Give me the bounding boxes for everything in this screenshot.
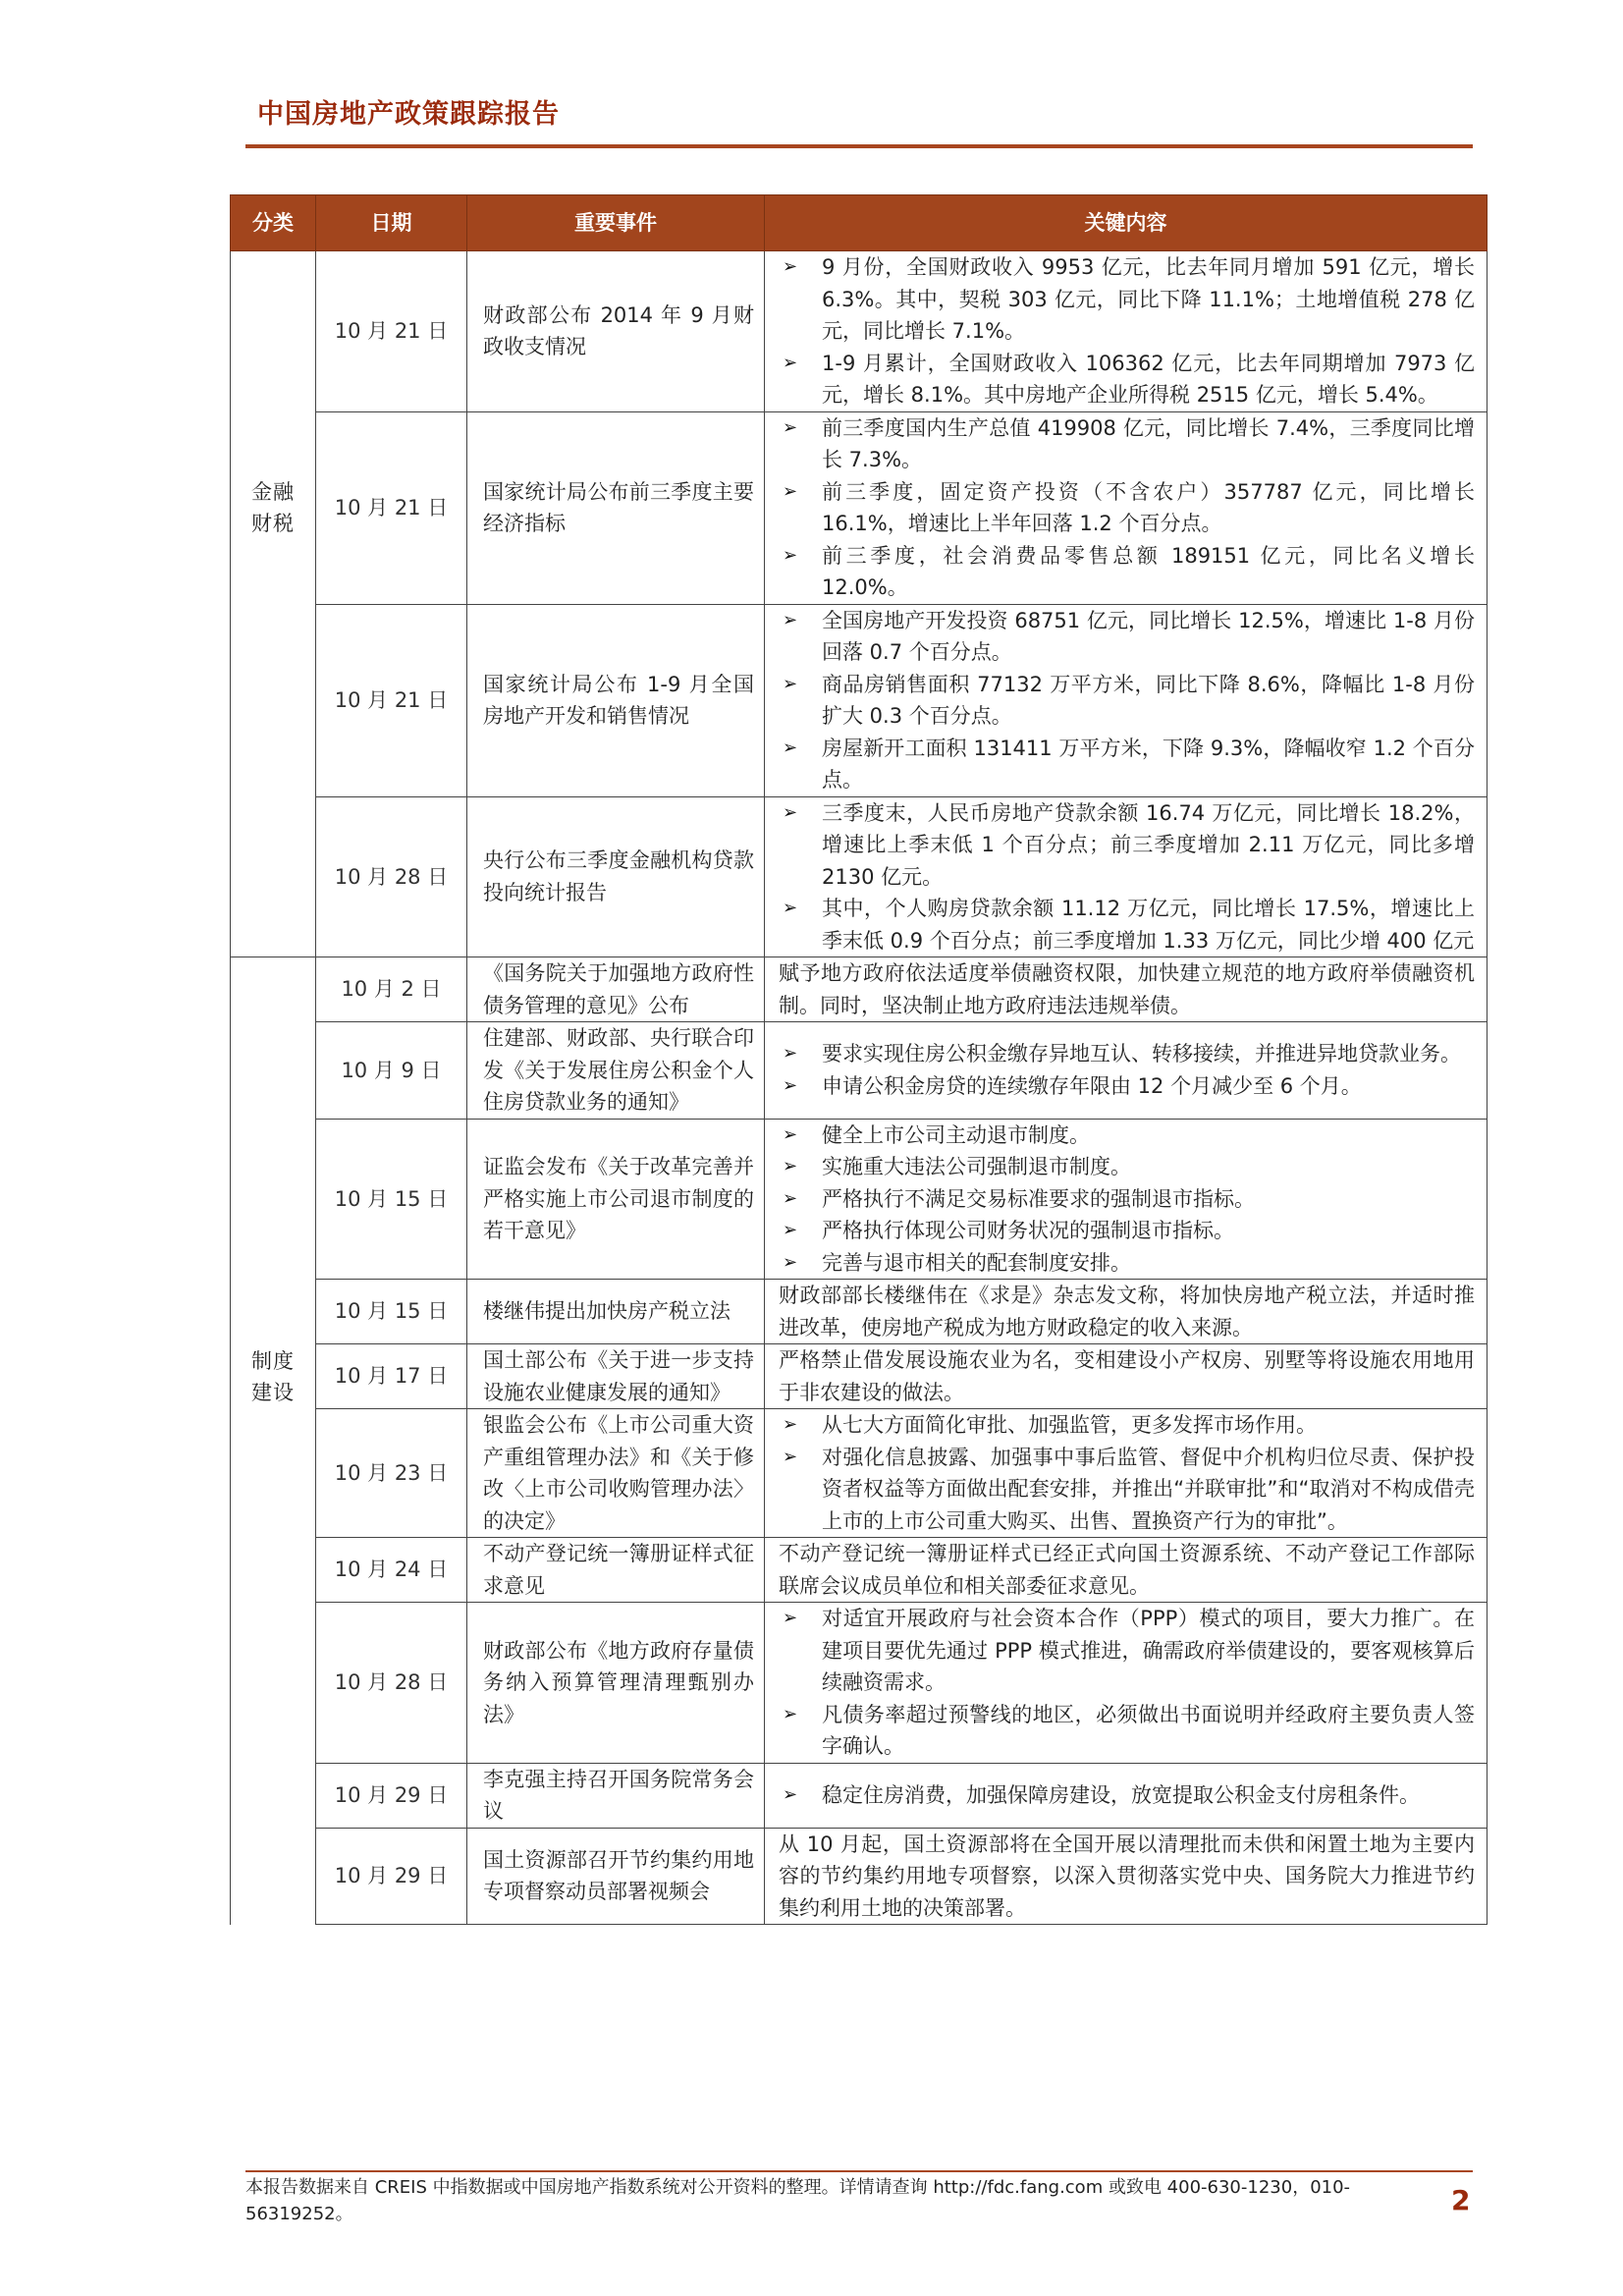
arrow-bullet-icon: ➢ bbox=[783, 1220, 798, 1240]
detail-bullet-text: 凡债务率超过预警线的地区，必须做出书面说明并经政府主要负责人签字确认。 bbox=[822, 1702, 1475, 1758]
date-cell: 10 月 17 日 bbox=[316, 1344, 467, 1409]
table-row bbox=[231, 1119, 1488, 1280]
detail-bullet-text: 商品房销售面积 77132 万平方米，同比下降 8.6%，降幅比 1-8 月份扩大 0.3 个百分点。 bbox=[822, 672, 1475, 728]
detail-cell bbox=[765, 1344, 1488, 1409]
arrow-bullet-icon: ➢ bbox=[783, 1783, 798, 1805]
detail-cell bbox=[765, 251, 1488, 412]
detail-bullet-item bbox=[779, 1247, 1475, 1280]
arrow-bullet-icon: ➢ bbox=[783, 1187, 798, 1209]
report-title: 中国房地产政策跟踪报告 bbox=[257, 99, 560, 130]
event-cell: 财政部公布《地方政府存量债务纳入预算管理清理甄别办法》 bbox=[467, 1603, 765, 1764]
detail-cell bbox=[765, 411, 1488, 604]
arrow-bullet-icon: ➢ bbox=[783, 1123, 798, 1145]
event-cell: 国土资源部召开节约集约用地专项督察动员部署视频会 bbox=[467, 1828, 765, 1925]
detail-bullet-item bbox=[779, 669, 1475, 733]
detail-bullet-text: 完善与退市相关的配套制度安排。 bbox=[822, 1250, 1131, 1275]
detail-cell bbox=[765, 1409, 1488, 1538]
arrow-bullet-icon: ➢ bbox=[783, 480, 798, 502]
date-cell: 10 月 29 日 bbox=[316, 1828, 467, 1925]
detail-bullet-item bbox=[779, 1779, 1475, 1812]
category-label: 金融财税 bbox=[251, 480, 295, 535]
table-row bbox=[231, 411, 1488, 604]
table-row bbox=[231, 1763, 1488, 1828]
detail-bullet-text: 1-9 月累计，全国财政收入 106362 亿元，比去年同期增加 7973 亿元，增长 8.1%。其中房地产企业所得税 2515 亿元，增长 5.4%。 bbox=[822, 351, 1475, 407]
detail-cell bbox=[765, 1022, 1488, 1120]
detail-bullet-item bbox=[779, 540, 1475, 604]
detail-bullet-list bbox=[779, 1603, 1475, 1763]
arrow-bullet-icon: ➢ bbox=[783, 673, 798, 694]
detail-bullet-text: 三季度末，人民币房地产贷款余额 16.74 万亿元，同比增长 18.2%，增速比上季末低 1 个百分点；前三季度增加 2.11 万亿元，同比多增 2130 亿元。 bbox=[822, 800, 1475, 889]
detail-bullet-item bbox=[779, 1038, 1475, 1070]
detail-bullet-list bbox=[779, 1409, 1475, 1537]
detail-bullet-text: 实施重大违法公司强制退市制度。 bbox=[822, 1155, 1131, 1178]
column-header-category: 分类 bbox=[231, 195, 316, 251]
arrow-bullet-icon: ➢ bbox=[783, 801, 798, 823]
detail-bullet-text: 严格执行体现公司财务状况的强制退市指标。 bbox=[822, 1219, 1234, 1242]
table-row bbox=[231, 1828, 1488, 1925]
detail-bullet-text: 申请公积金房贷的连续缴存年限由 12 个月减少至 6 个月。 bbox=[822, 1073, 1362, 1098]
category-cell bbox=[231, 796, 316, 957]
detail-bullet-text: 严格执行不满足交易标准要求的强制退市指标。 bbox=[822, 1186, 1255, 1211]
event-cell: 国土部公布《关于进一步支持设施农业健康发展的通知》 bbox=[467, 1344, 765, 1409]
detail-bullet-text: 前三季度国内生产总值 419908 亿元，同比增长 7.4%，三季度同比增长 7.3%。 bbox=[822, 415, 1475, 471]
detail-bullet-item bbox=[779, 1699, 1475, 1763]
table-row bbox=[231, 1538, 1488, 1603]
event-cell: 李克强主持召开国务院常务会议 bbox=[467, 1763, 765, 1828]
category-cell bbox=[231, 411, 316, 604]
detail-bullet-item bbox=[779, 1442, 1475, 1538]
arrow-bullet-icon: ➢ bbox=[783, 1703, 798, 1724]
category-cell bbox=[231, 604, 316, 796]
event-cell: 银监会公布《上市公司重大资产重组管理办法》和《关于修改〈上市公司收购管理办法〉的决定》 bbox=[467, 1409, 765, 1538]
detail-bullet-list bbox=[779, 1038, 1475, 1102]
detail-cell bbox=[765, 1119, 1488, 1280]
detail-text: 不动产登记统一簿册证样式已经正式向国土资源系统、不动产登记工作部际联席会议成员单位和相关部委征求意见。 bbox=[779, 1542, 1475, 1598]
date-cell: 10 月 21 日 bbox=[316, 604, 467, 796]
event-cell: 楼继伟提出加快房产税立法 bbox=[467, 1280, 765, 1344]
date-cell: 10 月 28 日 bbox=[316, 1603, 467, 1764]
table-row bbox=[231, 1603, 1488, 1764]
detail-cell bbox=[765, 957, 1488, 1022]
detail-bullet-item bbox=[779, 251, 1475, 348]
arrow-bullet-icon: ➢ bbox=[783, 1043, 798, 1065]
arrow-bullet-icon: ➢ bbox=[783, 898, 798, 918]
arrow-bullet-icon: ➢ bbox=[783, 1414, 798, 1435]
arrow-bullet-icon: ➢ bbox=[783, 737, 798, 758]
date-cell: 10 月 21 日 bbox=[316, 251, 467, 412]
detail-bullet-item bbox=[779, 348, 1475, 411]
detail-cell bbox=[765, 796, 1488, 957]
column-header-event: 重要事件 bbox=[467, 195, 765, 251]
date-cell: 10 月 29 日 bbox=[316, 1763, 467, 1828]
category-cell bbox=[231, 957, 316, 1022]
detail-cell bbox=[765, 1538, 1488, 1603]
arrow-bullet-icon: ➢ bbox=[783, 256, 798, 277]
arrow-bullet-icon: ➢ bbox=[783, 1156, 798, 1176]
detail-bullet-text: 房屋新开工面积 131411 万平方米，下降 9.3%，降幅收窄 1.2 个百分点。 bbox=[822, 736, 1475, 792]
table-body bbox=[231, 251, 1488, 1925]
event-cell: 证监会发布《关于改革完善并严格实施上市公司退市制度的若干意见》 bbox=[467, 1119, 765, 1280]
detail-text: 财政部部长楼继伟在《求是》杂志发文称，将加快房地产税立法，并适时推进改革，使房地产税成为地方财政稳定的收入来源。 bbox=[779, 1284, 1475, 1339]
detail-bullet-text: 对适宜开展政府与社会资本合作（PPP）模式的项目，要大力推广。在建项目要优先通过 PPP 模式推进，确需政府举债建设的，要客观核算后续融资需求。 bbox=[822, 1607, 1475, 1694]
detail-bullet-text: 从七大方面简化审批、加强监管，更多发挥市场作用。 bbox=[822, 1413, 1317, 1437]
event-cell: 央行公布三季度金融机构贷款投向统计报告 bbox=[467, 796, 765, 957]
arrow-bullet-icon: ➢ bbox=[783, 609, 798, 630]
event-cell: 住建部、财政部、央行联合印发《关于发展住房公积金个人住房贷款业务的通知》 bbox=[467, 1022, 765, 1120]
category-cell bbox=[231, 1119, 316, 1280]
detail-cell bbox=[765, 1763, 1488, 1828]
date-cell: 10 月 9 日 bbox=[316, 1022, 467, 1120]
date-cell: 10 月 24 日 bbox=[316, 1538, 467, 1603]
category-cell bbox=[231, 1280, 316, 1344]
detail-bullet-text: 其中，个人购房贷款余额 11.12 万亿元，同比增长 17.5%，增速比上季末低 0.9 个百分点；前三季度增加 1.33 万亿元，同比少增 400 亿元 bbox=[822, 897, 1475, 953]
table-row bbox=[231, 604, 1488, 796]
detail-bullet-text: 全国房地产开发投资 68751 亿元，同比增长 12.5%，增速比 1-8 月份回落 0.7 个百分点。 bbox=[822, 608, 1475, 664]
table-row bbox=[231, 1022, 1488, 1120]
detail-bullet-item bbox=[779, 733, 1475, 796]
detail-bullet-item bbox=[779, 476, 1475, 540]
detail-text: 从 10 月起，国土资源部将在全国开展以清理批而未供和闲置土地为主要内容的节约集约用地专项督察，以深入贯彻落实党中央、国务院大力推进节约集约利用土地的决策部署。 bbox=[779, 1831, 1475, 1920]
category-cell bbox=[231, 1763, 316, 1828]
footer-divider bbox=[245, 2170, 1473, 2172]
table-row bbox=[231, 1409, 1488, 1538]
date-cell: 10 月 15 日 bbox=[316, 1119, 467, 1280]
date-cell: 10 月 23 日 bbox=[316, 1409, 467, 1538]
detail-bullet-text: 前三季度，固定资产投资（不含农户）357787 亿元，同比增长 16.1%，增速比上半年回落 1.2 个百分点。 bbox=[822, 479, 1475, 535]
table-row bbox=[231, 957, 1488, 1022]
detail-bullet-item bbox=[779, 605, 1475, 669]
category-label: 制度建设 bbox=[251, 1348, 295, 1404]
footer-source-note: 本报告数据来自 CREIS 中指数据或中国房地产指数系统对公开资料的整理。详情请查询 http://fdc.fang.com 或致电 400-630-1230，010-56319252。 bbox=[245, 2177, 1351, 2224]
table-row bbox=[231, 251, 1488, 412]
event-cell: 国家统计局公布 1-9 月全国房地产开发和销售情况 bbox=[467, 604, 765, 796]
detail-bullet-item bbox=[779, 1215, 1475, 1247]
detail-bullet-list bbox=[779, 251, 1475, 411]
event-cell: 国家统计局公布前三季度主要经济指标 bbox=[467, 411, 765, 604]
detail-bullet-item bbox=[779, 1151, 1475, 1183]
detail-bullet-text: 健全上市公司主动退市制度。 bbox=[822, 1122, 1090, 1147]
detail-cell bbox=[765, 1828, 1488, 1925]
detail-bullet-list bbox=[779, 1120, 1475, 1280]
detail-bullet-list bbox=[779, 412, 1475, 604]
detail-bullet-item bbox=[779, 412, 1475, 476]
event-cell: 不动产登记统一簿册证样式征求意见 bbox=[467, 1538, 765, 1603]
detail-cell bbox=[765, 604, 1488, 796]
detail-text: 赋予地方政府依法适度举债融资权限，加快建立规范的地方政府举债融资机制。同时，坚决制止地方政府违法违规举债。 bbox=[779, 961, 1475, 1017]
date-cell: 10 月 2 日 bbox=[316, 957, 467, 1022]
arrow-bullet-icon: ➢ bbox=[783, 1074, 798, 1096]
table-row bbox=[231, 1280, 1488, 1344]
category-cell bbox=[231, 1828, 316, 1925]
detail-cell bbox=[765, 1603, 1488, 1764]
category-cell bbox=[231, 1603, 316, 1764]
event-cell: 财政部公布 2014 年 9 月财政收支情况 bbox=[467, 251, 765, 412]
date-cell: 10 月 15 日 bbox=[316, 1280, 467, 1344]
detail-bullet-list bbox=[779, 797, 1475, 957]
category-cell bbox=[231, 1344, 316, 1409]
detail-bullet-text: 前三季度，社会消费品零售总额 189151 亿元，同比名义增长 12.0%。 bbox=[822, 543, 1475, 599]
arrow-bullet-icon: ➢ bbox=[783, 416, 798, 438]
table-header-row bbox=[231, 195, 1488, 251]
detail-bullet-text: 对强化信息披露、加强事中事后监管、督促中介机构归位尽责、保护投资者权益等方面做出配套安排，并推出“并联审批”和“取消对不构成借壳上市的上市公司重大购买、出售、置换资产行为的审批”。 bbox=[822, 1445, 1475, 1533]
detail-bullet-text: 稳定住房消费，加强保障房建设，放宽提取公积金支付房租条件。 bbox=[822, 1782, 1420, 1807]
detail-bullet-item bbox=[779, 893, 1475, 957]
detail-cell bbox=[765, 1280, 1488, 1344]
detail-bullet-item bbox=[779, 797, 1475, 894]
table-row bbox=[231, 1344, 1488, 1409]
detail-bullet-text: 9 月份，全国财政收入 9953 亿元，比去年同月增加 591 亿元，增长 6.3%。其中，契税 303 亿元，同比下降 11.1%；土地增值税 278 亿元，同比增长 7.1%。 bbox=[822, 255, 1475, 343]
detail-bullet-item bbox=[779, 1603, 1475, 1699]
arrow-bullet-icon: ➢ bbox=[783, 1446, 798, 1467]
arrow-bullet-icon: ➢ bbox=[783, 1608, 798, 1628]
arrow-bullet-icon: ➢ bbox=[783, 352, 798, 373]
detail-bullet-text: 要求实现住房公积金缴存异地互认、转移接续，并推进异地贷款业务。 bbox=[822, 1042, 1461, 1066]
detail-bullet-item bbox=[779, 1183, 1475, 1216]
page-number: 2 bbox=[1451, 2184, 1471, 2216]
policy-table bbox=[230, 194, 1488, 1925]
detail-bullet-item bbox=[779, 1409, 1475, 1442]
arrow-bullet-icon: ➢ bbox=[783, 544, 798, 566]
detail-bullet-item bbox=[779, 1070, 1475, 1103]
detail-bullet-list bbox=[779, 605, 1475, 796]
event-cell: 《国务院关于加强地方政府性债务管理的意见》公布 bbox=[467, 957, 765, 1022]
detail-bullet-item bbox=[779, 1120, 1475, 1152]
category-cell bbox=[231, 251, 316, 412]
header-divider bbox=[245, 144, 1473, 148]
arrow-bullet-icon: ➢ bbox=[783, 1251, 798, 1273]
category-cell bbox=[231, 1409, 316, 1538]
date-cell: 10 月 28 日 bbox=[316, 796, 467, 957]
category-cell bbox=[231, 1538, 316, 1603]
category-cell bbox=[231, 1022, 316, 1120]
table-row bbox=[231, 796, 1488, 957]
detail-bullet-list bbox=[779, 1779, 1475, 1812]
column-header-detail: 关键内容 bbox=[765, 195, 1488, 251]
column-header-date: 日期 bbox=[316, 195, 467, 251]
date-cell: 10 月 21 日 bbox=[316, 411, 467, 604]
detail-text: 严格禁止借发展设施农业为名，变相建设小产权房、别墅等将设施农用地用于非农建设的做法。 bbox=[779, 1348, 1475, 1404]
